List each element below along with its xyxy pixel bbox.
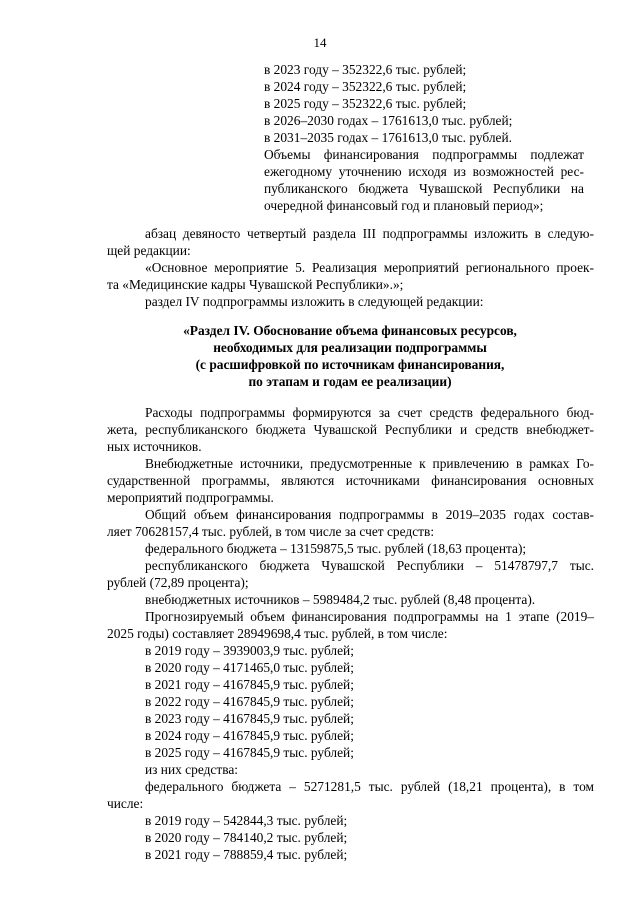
body-line: жета, республиканского бюджета Чувашской Республики и средств внебюджет- (107, 422, 594, 437)
body-line: федерального бюджета – 13159875,5 тыс. рублей (18,63 процента); (145, 541, 527, 556)
body-line: ных источников. (107, 439, 202, 454)
funding-year-line: в 2026–2030 годах – 1761613,0 тыс. рублей; (264, 113, 513, 128)
section-heading-line: (с расшифровкой по источникам финансирования, (195, 357, 505, 372)
body-line: ляет 70628157,4 тыс. рублей, в том числе за счет средств: (107, 524, 435, 539)
body-year-line: в 2021 году – 788859,4 тыс. рублей; (145, 847, 348, 862)
body-line: числе: (107, 796, 144, 811)
section-heading-line: «Раздел IV. Обоснование объема финансовых ресурсов, (183, 323, 517, 338)
funding-note-line: Объемы финансирования подпрограммы подлежат (264, 147, 584, 162)
body-line: сударственной программы, являются источниками финансирования основных (107, 473, 594, 488)
body-line: Прогнозируемый объем финансирования подпрограммы на 1 этапе (2019– (145, 609, 594, 624)
funding-year-line: в 2024 году – 352322,6 тыс. рублей; (264, 79, 467, 94)
amendment-line: абзац девяносто четвертый раздела III подпрограммы изложить в следую- (145, 226, 594, 241)
body-line: Расходы подпрограммы формируются за счет средств федерального бюд- (145, 405, 594, 420)
body-year-line: в 2020 году – 4171465,0 тыс. рублей; (145, 660, 354, 675)
body-line: Внебюджетные источники, предусмотренные к привлечению в рамках Го- (145, 456, 594, 471)
section-heading-line: необходимых для реализации подпрограммы (213, 340, 487, 355)
body-year-line: в 2024 году – 4167845,9 тыс. рублей; (145, 728, 354, 743)
body-year-line: в 2025 году – 4167845,9 тыс. рублей; (145, 745, 354, 760)
amendment-line: щей редакции: (107, 243, 191, 258)
body-year-line: в 2020 году – 784140,2 тыс. рублей; (145, 830, 348, 845)
body-year-line: в 2019 году – 3939003,9 тыс. рублей; (145, 643, 354, 658)
page-number: 14 (313, 35, 327, 50)
body-year-line: в 2023 году – 4167845,9 тыс. рублей; (145, 711, 354, 726)
amendment-line: та «Медицинские кадры Чувашской Республики».»; (107, 277, 404, 292)
amendment-line: «Основное мероприятие 5. Реализация мероприятий регионального проек- (145, 260, 594, 275)
body-line: республиканского бюджета Чувашской Республики – 51478797,7 тыс. (145, 558, 594, 573)
funding-year-line: в 2023 году – 352322,6 тыс. рублей; (264, 62, 467, 77)
body-year-line: в 2019 году – 542844,3 тыс. рублей; (145, 813, 348, 828)
body-line: Общий объем финансирования подпрограммы в 2019–2035 годах состав- (145, 507, 594, 522)
funding-note-line: публиканского бюджета Чувашской Республики на (264, 181, 584, 196)
body-line: рублей (72,89 процента); (107, 575, 249, 590)
body-line: мероприятий подпрограммы. (107, 490, 274, 505)
body-line: 2025 годы) составляет 28949698,4 тыс. рублей, в том числе: (107, 626, 448, 641)
body-year-line: в 2021 году – 4167845,9 тыс. рублей; (145, 677, 354, 692)
funding-year-line: в 2025 году – 352322,6 тыс. рублей; (264, 96, 467, 111)
funding-note-line: очередной финансовый год и плановый период»; (264, 198, 544, 213)
section-heading-line: по этапам и годам ее реализации) (248, 374, 452, 389)
body-line: внебюджетных источников – 5989484,2 тыс. рублей (8,48 процента). (145, 592, 536, 607)
funding-year-line: в 2031–2035 годах – 1761613,0 тыс. рублей. (264, 130, 512, 145)
amendment-line: раздел IV подпрограммы изложить в следующей редакции: (145, 294, 484, 309)
funding-note-line: ежегодному уточнению исходя из возможностей рес- (264, 164, 584, 179)
body-line: из них средства: (145, 762, 239, 777)
body-line: федерального бюджета – 5271281,5 тыс. рублей (18,21 процента), в том (145, 779, 594, 794)
body-year-line: в 2022 году – 4167845,9 тыс. рублей; (145, 694, 354, 709)
